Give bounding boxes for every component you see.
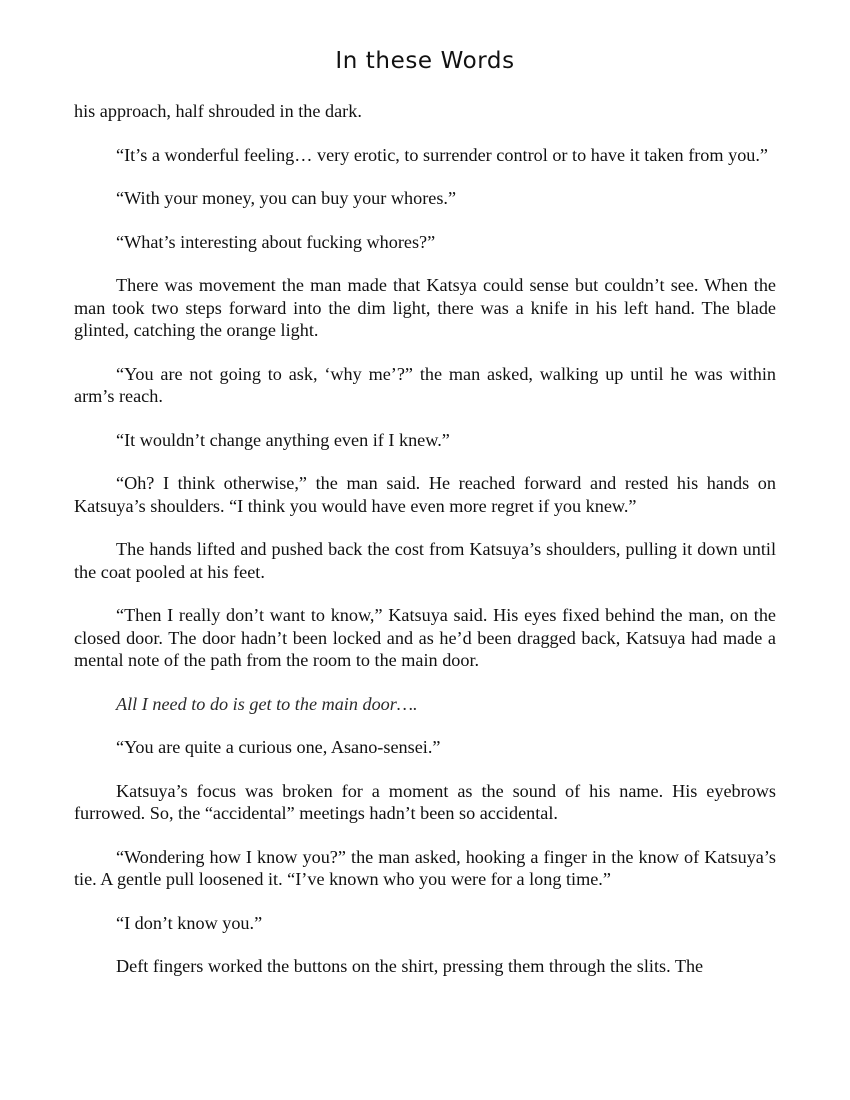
paragraph: There was movement the man made that Katsya could sense but couldn’t see. When the man took two steps forward into the dim light, there was a knife in his left hand. The blade glinted, catching the orange light. [74,275,776,340]
paragraph: Katsuya’s focus was broken for a moment as the sound of his name. His eyebrows furrowed. So, the “accidental” meetings hadn’t been so accidental. [74,780,776,823]
paragraph: “With your money, you can buy your whores.” [116,188,457,208]
paragraph: “You are quite a curious one, Asano-sensei.” [116,737,441,757]
paragraph: “You are not going to ask, ‘why me’?” the man asked, walking up until he was within arm’s reach. [74,363,776,406]
paragraph: “Wondering how I know you?” the man asked, hooking a finger in the know of Katsuya’s tie. A gentle pull loosened it. “I’ve known who you were for a long time.” [74,846,776,889]
page-title: In these Words [335,48,515,74]
paragraph: The hands lifted and pushed back the cost from Katsuya’s shoulders, pulling it down until the coat pooled at his feet. [74,539,776,582]
paragraph: “What’s interesting about fucking whores?” [116,231,436,252]
paragraph: “Then I really don’t want to know,” Katsuya said. His eyes fixed behind the man, on the closed door. The door hadn’t been locked and as he’d been dragged back, Katsuya had made a mental note of the path from the room to the main door. [74,605,776,670]
paragraph: Deft fingers worked the buttons on the shirt, pressing them through the slits. The [116,956,704,976]
paragraph: “It wouldn’t change anything even if I knew.” [116,429,450,450]
paragraph-italic: All I need to do is get to the main door…. [116,693,418,714]
paragraph: his approach, half shrouded in the dark. [74,101,362,121]
document-body [74,100,776,978]
paragraph: “I don’t know you.” [116,912,263,933]
paragraph: “It’s a wonderful feeling… very erotic, to surrender control or to have it taken from you.” [116,144,768,165]
paragraph: “Oh? I think otherwise,” the man said. He reached forward and rested his hands on Katsuya’s shoulders. “I think you would have even more regret if you knew.” [74,473,776,516]
